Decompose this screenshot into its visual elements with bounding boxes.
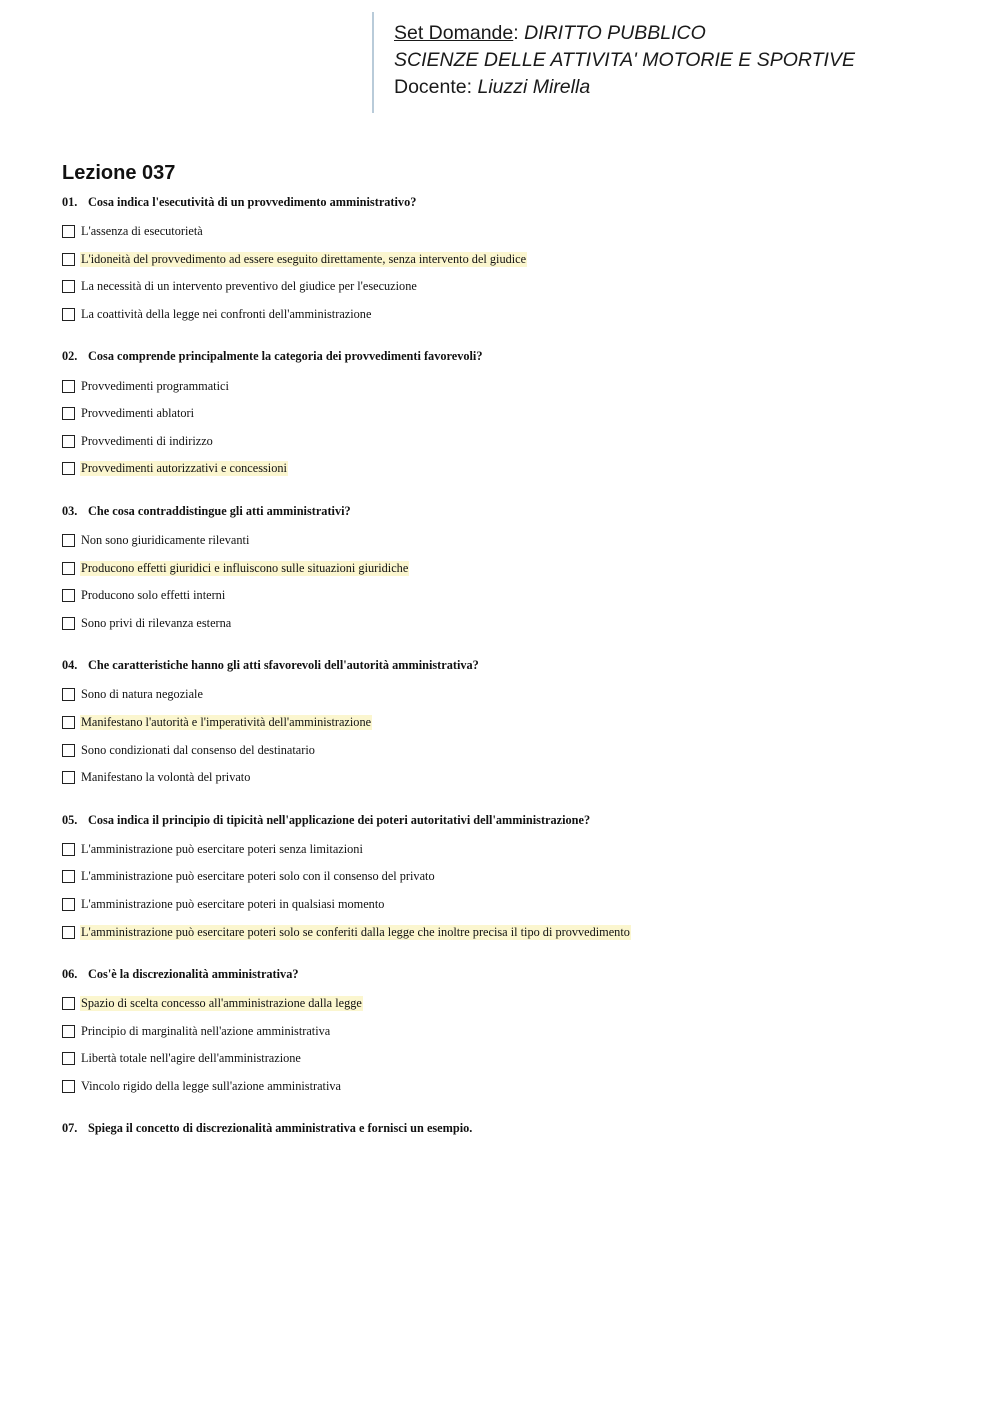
- answer-checkbox[interactable]: [62, 926, 75, 939]
- question-text: [62, 812, 962, 829]
- answer-option[interactable]: [62, 918, 962, 946]
- answer-text: Sono di natura negoziale: [81, 687, 203, 702]
- question-label: Cosa indica il principio di tipicità nell'applicazione dei poteri autoritativi dell'amministrazione?: [88, 812, 591, 827]
- answer-text: Provvedimenti di indirizzo: [81, 433, 213, 448]
- answer-checkbox[interactable]: [62, 1025, 75, 1038]
- document-header: [372, 12, 972, 113]
- answer-text: L'amministrazione può esercitare poteri in qualsiasi momento: [81, 896, 385, 911]
- answer-checkbox[interactable]: [62, 870, 75, 883]
- answer-text: Non sono giuridicamente rilevanti: [81, 533, 250, 548]
- question-05: [62, 812, 962, 946]
- answer-checkbox[interactable]: [62, 407, 75, 420]
- question-number: 06.: [62, 966, 78, 981]
- answer-option[interactable]: [62, 246, 962, 274]
- question-text: [62, 194, 962, 211]
- answer-option[interactable]: [62, 372, 962, 400]
- answer-option[interactable]: [62, 863, 962, 891]
- answer-option[interactable]: [62, 764, 962, 792]
- question-text: [62, 657, 962, 674]
- answer-option[interactable]: [62, 736, 962, 764]
- header-teacher-name: Liuzzi Mirella: [477, 76, 591, 98]
- question-number: 04.: [62, 658, 78, 673]
- header-teacher-label: Docente:: [394, 76, 478, 98]
- answer-option[interactable]: [62, 1017, 962, 1045]
- question-label: Cosa indica l'esecutività di un provvedimento amministrativo?: [88, 195, 417, 209]
- answer-checkbox[interactable]: [62, 225, 75, 238]
- answer-option[interactable]: [62, 400, 962, 428]
- answer-option[interactable]: [62, 301, 962, 329]
- answer-text: Provvedimenti ablatori: [81, 406, 195, 421]
- answer-text-highlighted: Spazio di scelta concesso all'amministrazione dalla legge: [81, 996, 362, 1011]
- header-subject: DIRITTO PUBBLICO: [524, 22, 706, 44]
- question-01: [62, 194, 962, 328]
- answer-option[interactable]: [62, 1045, 962, 1073]
- header-teacher-line: [394, 74, 972, 101]
- answer-option[interactable]: [62, 891, 962, 919]
- answer-option[interactable]: [62, 582, 962, 610]
- header-set-line: [394, 20, 972, 47]
- question-label: Che cosa contraddistingue gli atti amministrativi?: [88, 503, 351, 518]
- question-03: [62, 503, 962, 637]
- answer-text-highlighted: L'idoneità del provvedimento ad essere eseguito direttamente, senza intervento del giudice: [81, 251, 527, 266]
- answer-text: Libertà totale nell'agire dell'amministrazione: [81, 1051, 301, 1066]
- answer-text: Manifestano la volontà del privato: [81, 770, 251, 785]
- question-label: Cos'è la discrezionalità amministrativa?: [88, 966, 299, 981]
- answer-option[interactable]: [62, 610, 962, 638]
- answer-checkbox[interactable]: [62, 562, 75, 575]
- answer-option[interactable]: [62, 836, 962, 864]
- answer-text: Provvedimenti programmatici: [81, 378, 229, 393]
- question-number: 02.: [62, 349, 78, 364]
- answer-checkbox[interactable]: [62, 771, 75, 784]
- question-02: [62, 348, 962, 482]
- answer-text: Sono condizionati dal consenso del destinatario: [81, 742, 315, 757]
- answer-option[interactable]: [62, 1073, 962, 1101]
- question-number: 03.: [62, 503, 78, 518]
- question-number: 07.: [62, 1121, 78, 1136]
- answer-text: L'amministrazione può esercitare poteri solo con il consenso del privato: [81, 869, 435, 884]
- answer-checkbox[interactable]: [62, 308, 75, 321]
- question-label: Cosa comprende principalmente la categoria dei provvedimenti favorevoli?: [88, 349, 483, 364]
- question-label: Che caratteristiche hanno gli atti sfavorevoli dell'autorità amministrativa?: [88, 658, 479, 673]
- header-set-separator: :: [513, 22, 525, 44]
- answer-checkbox[interactable]: [62, 843, 75, 856]
- question-text: [62, 966, 962, 983]
- answer-checkbox[interactable]: [62, 435, 75, 448]
- answer-checkbox[interactable]: [62, 688, 75, 701]
- answer-checkbox[interactable]: [62, 380, 75, 393]
- answer-checkbox[interactable]: [62, 534, 75, 547]
- answer-option[interactable]: [62, 455, 962, 483]
- question-06: [62, 966, 962, 1100]
- answer-text-highlighted: Provvedimenti autorizzativi e concessioni: [81, 461, 287, 476]
- answer-checkbox[interactable]: [62, 1052, 75, 1065]
- answer-checkbox[interactable]: [62, 280, 75, 293]
- answer-checkbox[interactable]: [62, 1080, 75, 1093]
- answer-text-highlighted: Producono effetti giuridici e influiscono sulle situazioni giuridiche: [81, 560, 409, 575]
- answer-option[interactable]: [62, 990, 962, 1018]
- lesson-title: Lezione 037: [62, 162, 176, 184]
- answer-checkbox[interactable]: [62, 744, 75, 757]
- question-list: [62, 194, 962, 1157]
- answer-option[interactable]: [62, 218, 962, 246]
- answer-text: L'assenza di esecutorietà: [81, 224, 203, 239]
- question-text: [62, 503, 962, 520]
- answer-checkbox[interactable]: [62, 716, 75, 729]
- header-set-label: Set Domande: [394, 22, 514, 44]
- question-label: Spiega il concetto di discrezionalità amministrativa e fornisci un esempio.: [88, 1121, 473, 1136]
- answer-text: Producono solo effetti interni: [81, 588, 226, 603]
- answer-text: L'amministrazione può esercitare poteri senza limitazioni: [81, 841, 363, 856]
- question-text: [62, 348, 962, 365]
- question-04: [62, 657, 962, 791]
- header-course: SCIENZE DELLE ATTIVITA' MOTORIE E SPORTIVE: [394, 49, 855, 71]
- answer-checkbox[interactable]: [62, 462, 75, 475]
- question-07: [62, 1120, 962, 1137]
- answer-text: Vincolo rigido della legge sull'azione amministrativa: [81, 1078, 341, 1093]
- answer-option[interactable]: [62, 273, 962, 301]
- answer-checkbox[interactable]: [62, 253, 75, 266]
- answer-text-highlighted: Manifestano l'autorità e l'imperatività dell'amministrazione: [81, 715, 372, 730]
- question-number: 05.: [62, 812, 78, 827]
- answer-text: Sono privi di rilevanza esterna: [81, 615, 232, 630]
- question-number: 01.: [62, 195, 78, 209]
- answer-checkbox[interactable]: [62, 617, 75, 630]
- answer-option[interactable]: [62, 709, 962, 737]
- answer-checkbox[interactable]: [62, 997, 75, 1010]
- answer-checkbox[interactable]: [62, 589, 75, 602]
- answer-option[interactable]: [62, 428, 962, 456]
- answer-text-highlighted: L'amministrazione può esercitare poteri solo se conferiti dalla legge che inoltre precisa il tipo di provvedimento: [81, 924, 630, 939]
- answer-option[interactable]: [62, 527, 962, 555]
- answer-option[interactable]: [62, 681, 962, 709]
- answer-checkbox[interactable]: [62, 898, 75, 911]
- answer-text: La necessità di un intervento preventivo del giudice per l'esecuzione: [81, 279, 417, 294]
- answer-text: Principio di marginalità nell'azione amministrativa: [81, 1023, 331, 1038]
- question-text: [62, 1120, 962, 1137]
- answer-option[interactable]: [62, 554, 962, 582]
- answer-text: La coattività della legge nei confronti dell'amministrazione: [81, 307, 372, 322]
